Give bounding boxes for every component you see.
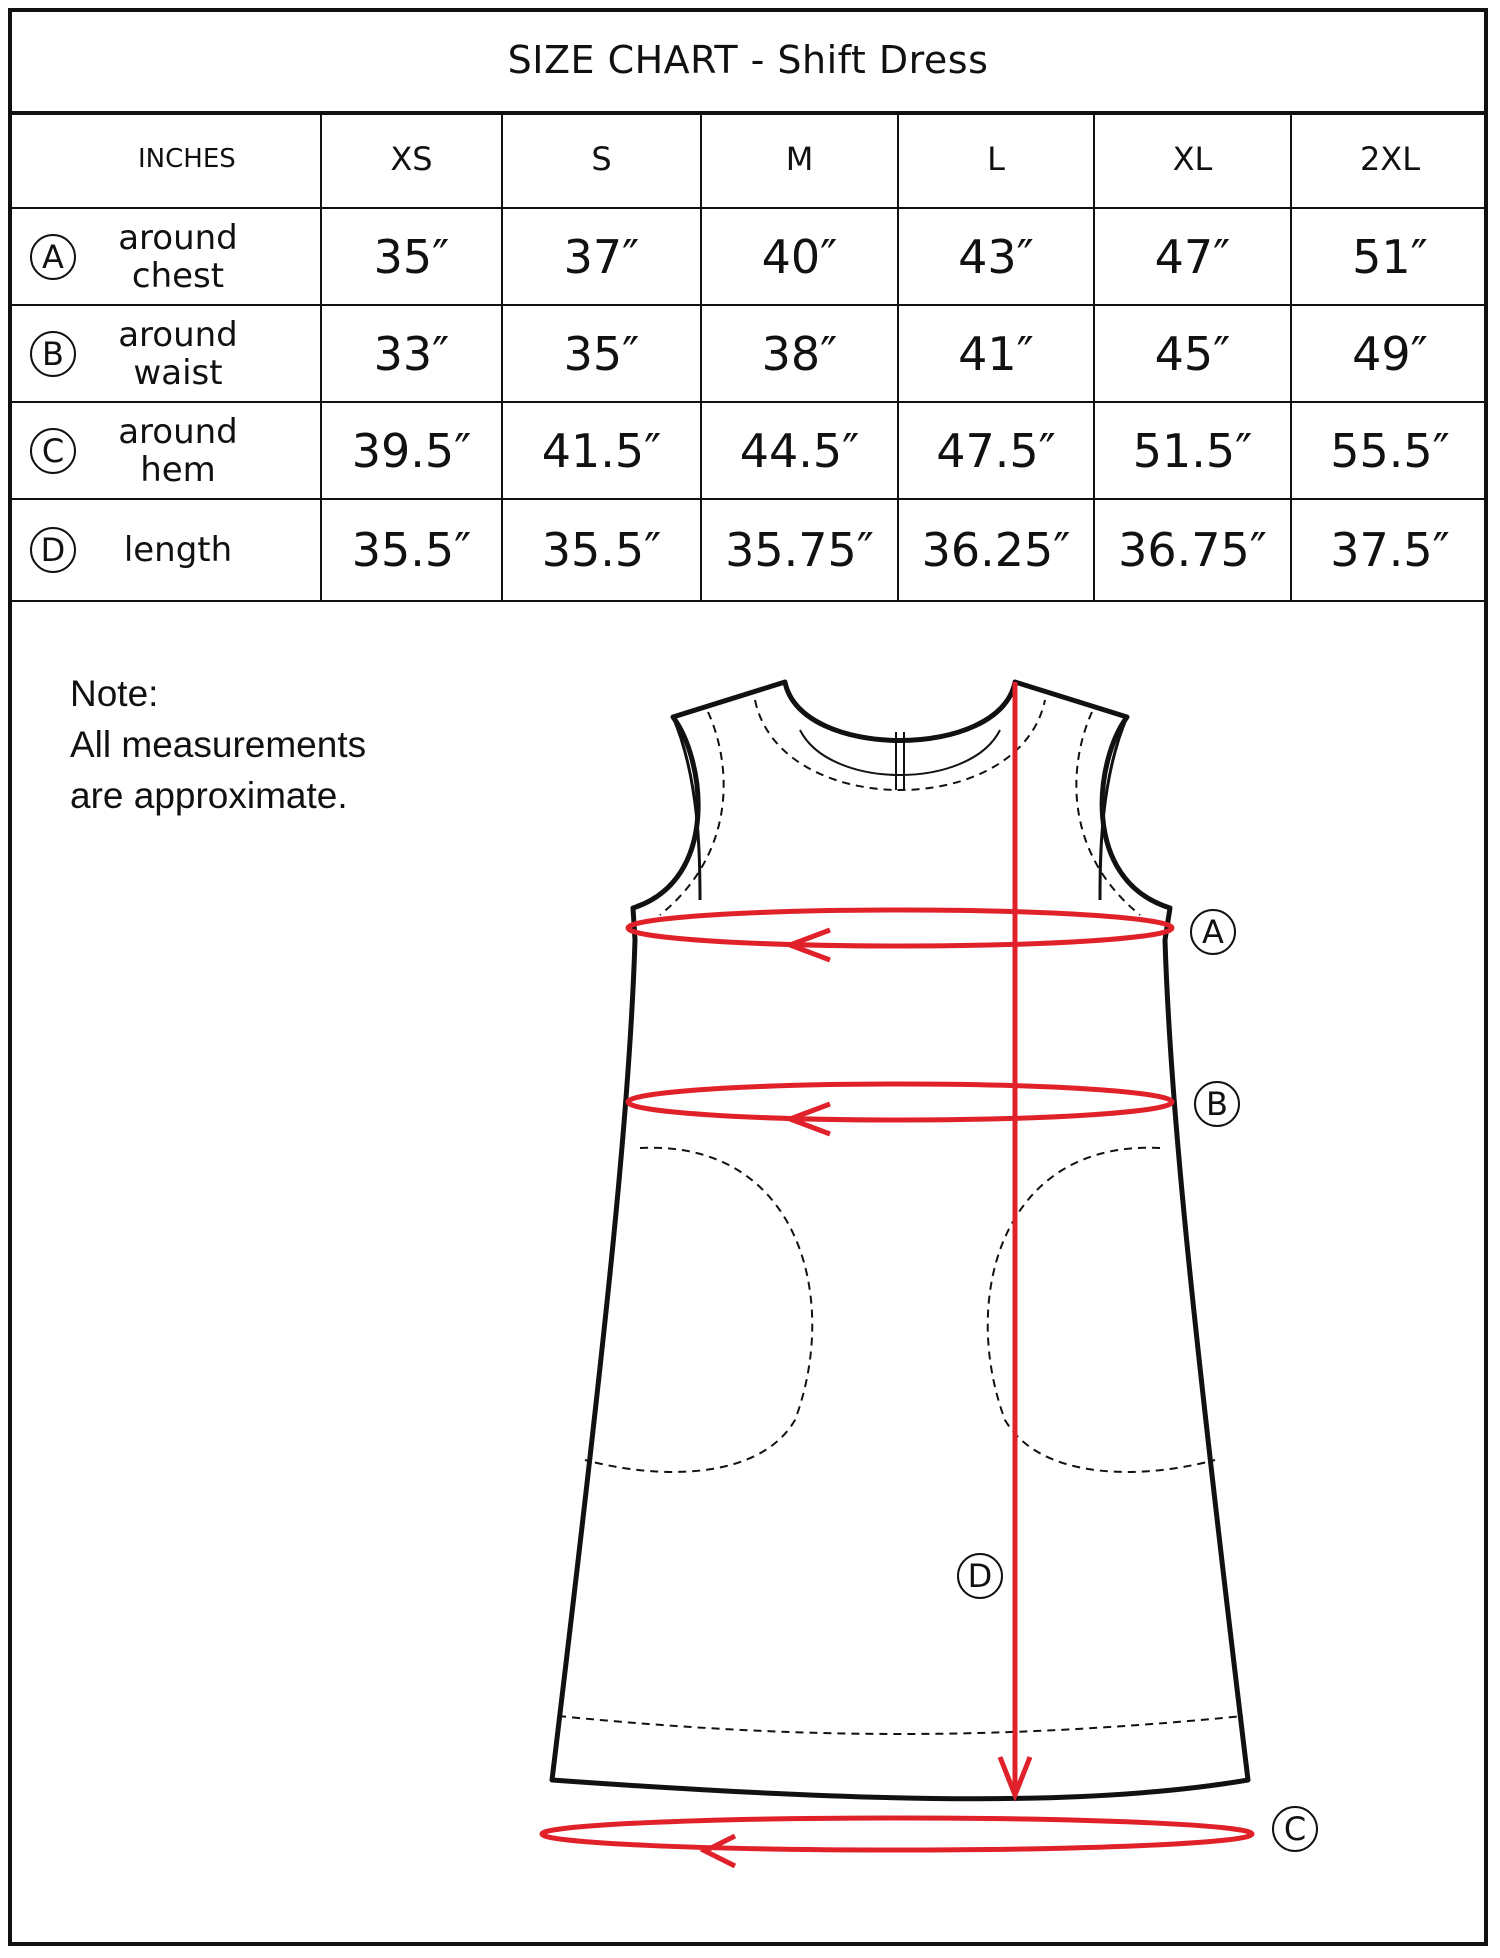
marker-d-badge: D [30, 527, 76, 573]
hem-xl: 51.5″ [1094, 402, 1291, 499]
waist-xs: 33″ [321, 305, 502, 402]
hem-xs: 39.5″ [321, 402, 502, 499]
chest-l: 43″ [898, 208, 1094, 305]
chest-xl: 47″ [1094, 208, 1291, 305]
waist-s: 35″ [502, 305, 701, 402]
hem-l: 47.5″ [898, 402, 1094, 499]
measure-lines [542, 682, 1252, 1866]
note-line-2: are approximate. [70, 775, 348, 816]
size-chart-title: SIZE CHART - Shift Dress [8, 8, 1488, 115]
size-m-header: M [701, 111, 898, 208]
waist-label: around waist [118, 314, 238, 393]
hem-2xl: 55.5″ [1291, 402, 1488, 499]
hem-measure-loop [542, 1818, 1252, 1850]
diagram-marker-b: B [1194, 1081, 1240, 1127]
marker-a-badge: A [30, 234, 76, 280]
chest-xs: 35″ [321, 208, 502, 305]
armhole-inner-lines [673, 717, 1127, 900]
waist-xl: 45″ [1094, 305, 1291, 402]
length-s: 35.5″ [502, 499, 701, 601]
chest-label: around chest [118, 217, 238, 296]
diagram-marker-a: A [1190, 909, 1236, 955]
hem-m: 44.5″ [701, 402, 898, 499]
marker-c-badge: C [30, 428, 76, 474]
chest-2xl: 51″ [1291, 208, 1488, 305]
waist-2xl: 49″ [1291, 305, 1488, 402]
dress-outline [552, 682, 1248, 1799]
chest-s: 37″ [502, 208, 701, 305]
length-l: 36.25″ [898, 499, 1094, 601]
diagram-marker-d: D [957, 1553, 1003, 1599]
chest-m: 40″ [701, 208, 898, 305]
length-m: 35.75″ [701, 499, 898, 601]
length-2xl: 37.5″ [1291, 499, 1488, 601]
diagram-marker-c: C [1272, 1806, 1318, 1852]
length-xl: 36.75″ [1094, 499, 1291, 601]
size-xl-header: XL [1094, 111, 1291, 208]
marker-b-badge: B [30, 331, 76, 377]
size-s-header: S [502, 111, 701, 208]
size-2xl-header: 2XL [1291, 111, 1488, 208]
length-xs: 35.5″ [321, 499, 502, 601]
note-heading: Note: [70, 673, 159, 714]
dashed-seams [558, 700, 1243, 1734]
waist-measure-loop [628, 1084, 1172, 1120]
unit-label: INCHES [8, 111, 321, 208]
size-xs-header: XS [321, 111, 502, 208]
length-label: length [123, 530, 233, 570]
size-l-header: L [898, 111, 1094, 208]
chest-measure-loop [628, 910, 1172, 946]
waist-l: 41″ [898, 305, 1094, 402]
hem-arrow [705, 1836, 735, 1866]
hem-label: around hem [118, 411, 238, 490]
waist-m: 38″ [701, 305, 898, 402]
note-line-1: All measurements [70, 724, 367, 765]
hem-s: 41.5″ [502, 402, 701, 499]
